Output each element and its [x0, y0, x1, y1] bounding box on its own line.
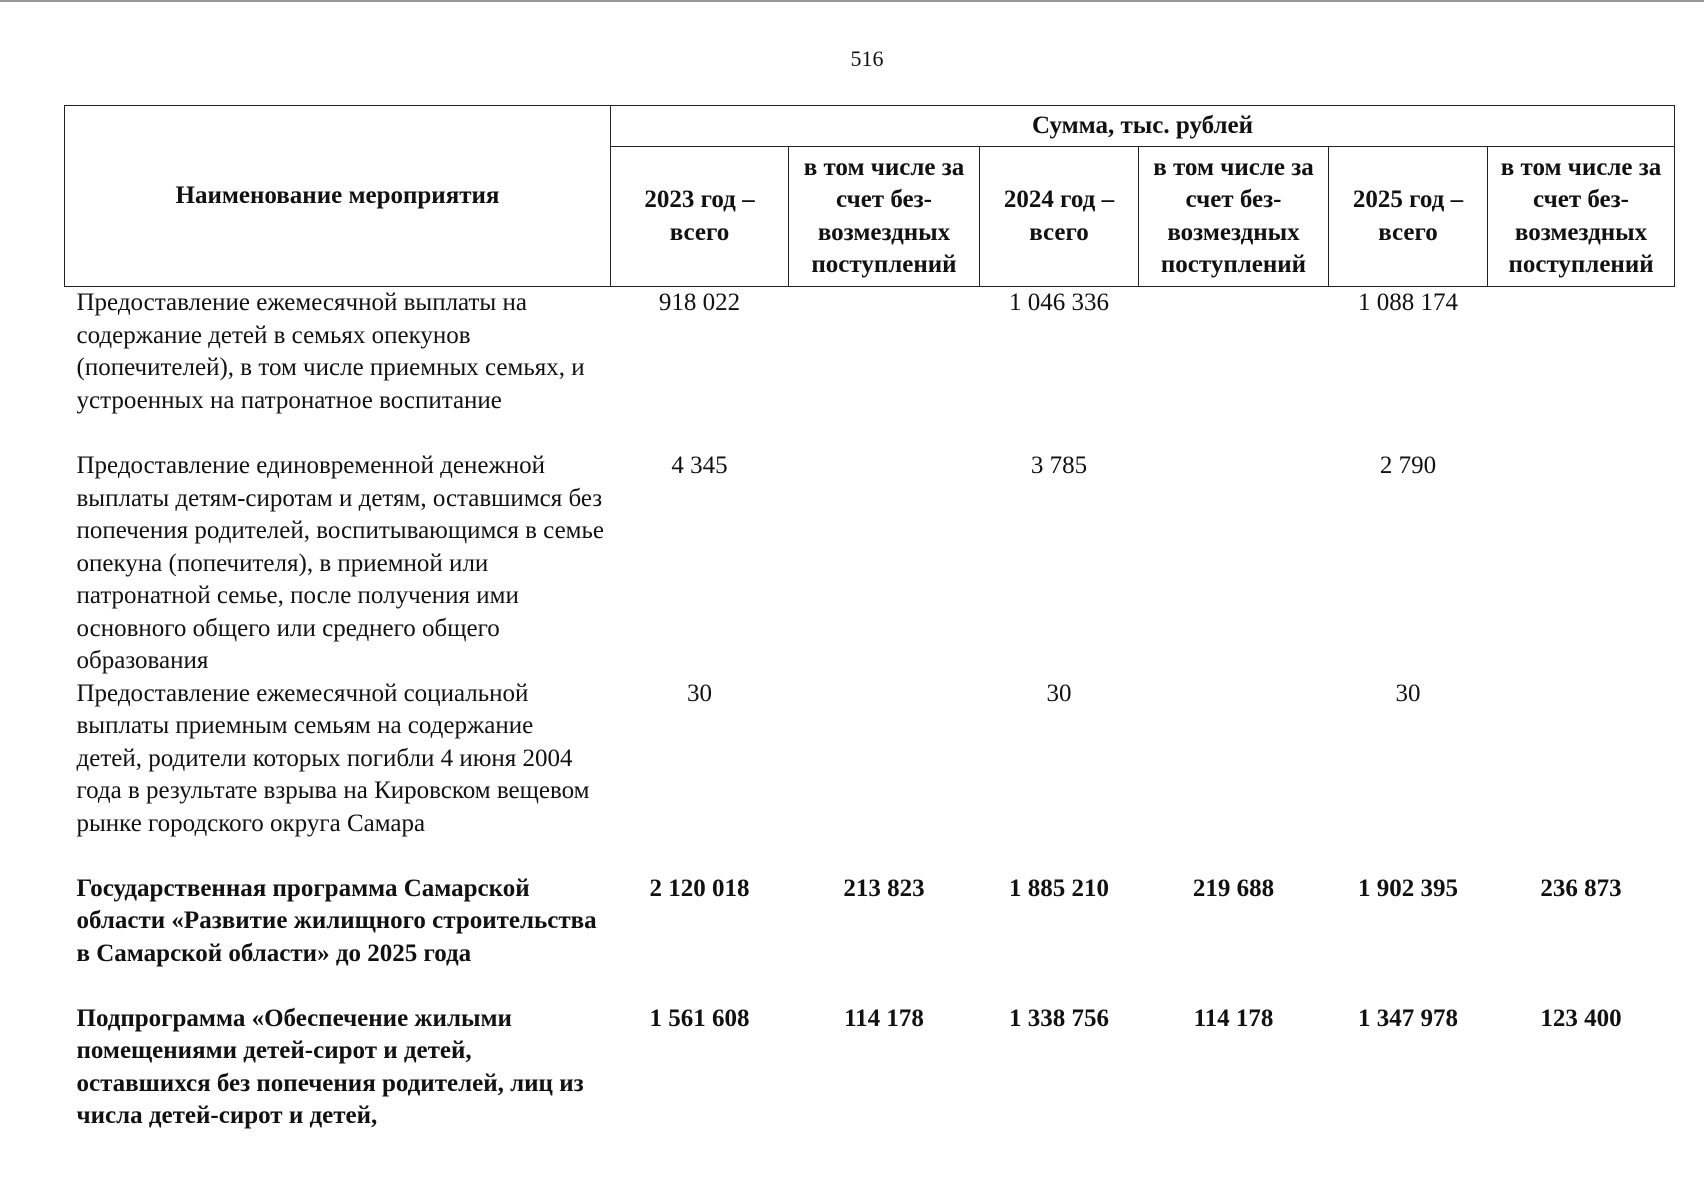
cell-2024-total: 1 338 756: [1009, 1004, 1109, 1032]
cell-2025-total: 30: [1395, 679, 1421, 707]
cell-2023-total: 2 120 018: [649, 874, 750, 902]
budget-table: [64, 105, 1675, 1133]
header-sum-group: Сумма, тыс. рублей: [611, 106, 1675, 147]
cell-2024-grants: 219 688: [1192, 874, 1275, 902]
cell-2025-grants: 236 873: [1540, 874, 1622, 902]
header-2024-grants: в том числе за счет без-возмездных поступлений: [1139, 147, 1329, 287]
scan-top-edge: [0, 0, 1704, 2]
cell-2024-grants: [1139, 287, 1329, 451]
row-activity-name: Предоставление единовременной денежной выплаты детям-сиротам и детям, оставшимся без попечения родителей, воспитывающимся в семье опекуна (попечителя), в приемной или патронатной семье, после получения ими основного общего или среднего общего образования: [76, 452, 605, 674]
cell-2025-total: 2 790: [1379, 452, 1437, 479]
cell-2023-grants: 114 178: [844, 1004, 924, 1032]
cell-2025-grants: [1488, 678, 1675, 873]
cell-2023-total: 918 022: [658, 289, 741, 316]
table-row: [65, 450, 1675, 678]
cell-2024-grants: 114 178: [1193, 1004, 1274, 1032]
header-2023-total: 2023 год – всего: [611, 147, 789, 287]
header-2025-total: 2025 год – всего: [1329, 147, 1488, 287]
cell-2025-total: 1 902 395: [1358, 874, 1458, 902]
cell-2023-grants: [789, 450, 980, 678]
table-body: [65, 287, 1675, 1133]
table-header: [65, 106, 1675, 287]
cell-2023-grants: 213 823: [843, 874, 925, 902]
cell-2024-grants: [1139, 450, 1329, 678]
cell-2024-total: 30: [1046, 679, 1072, 707]
row-subprogram-name: Подпрограмма «Обеспечение жилыми помещениями детей-сирот и детей, оставшихся без попечения родителей, лиц из числа детей-сирот и детей,: [76, 1004, 584, 1129]
cell-2023-total: 4 345: [671, 452, 728, 479]
header-2024-total: 2024 год – всего: [980, 147, 1139, 287]
header-2025-grants: в том числе за счет без-возмездных поступлений: [1488, 147, 1675, 287]
table-row: [65, 287, 1675, 451]
row-activity-name: Предоставление ежемесячной выплаты на содержание детей в семьях опекунов (попечителей), в том числе приемных семьях, и устроенных на патронатное воспитание: [76, 289, 585, 414]
cell-2024-total: 1 046 336: [1009, 289, 1109, 316]
header-2023-grants: в том числе за счет без-возмездных поступлений: [789, 147, 980, 287]
cell-2025-grants: [1488, 287, 1675, 451]
table-row: [65, 678, 1675, 873]
cell-2024-grants: [1139, 678, 1329, 873]
row-activity-name: Предоставление ежемесячной социальной выплаты приемным семьям на содержание детей, родители которых погибли 4 июня 2004 года в результате взрыва на Кировском вещевом рынке городского округа Самара: [76, 679, 590, 837]
cell-2025-grants: [1488, 450, 1675, 678]
header-activity-name: Наименование мероприятия: [65, 106, 611, 287]
table-row: [65, 1003, 1675, 1133]
cell-2023-grants: [789, 678, 980, 873]
row-program-name: Государственная программа Самарской области «Развитие жилищного строительства в Самарской области» до 2025 года: [76, 874, 597, 967]
page-number: 516: [850, 46, 884, 71]
cell-2023-total: 1 561 608: [649, 1004, 750, 1032]
cell-2024-total: 3 785: [1030, 452, 1088, 479]
cell-2023-grants: [789, 287, 980, 451]
cell-2024-total: 1 885 210: [1009, 874, 1109, 902]
table-row: [65, 873, 1675, 1003]
cell-2025-total: 1 347 978: [1358, 1004, 1458, 1032]
cell-2023-total: 30: [687, 679, 712, 707]
cell-2025-total: 1 088 174: [1358, 289, 1458, 316]
cell-2025-grants: 123 400: [1540, 1004, 1622, 1032]
